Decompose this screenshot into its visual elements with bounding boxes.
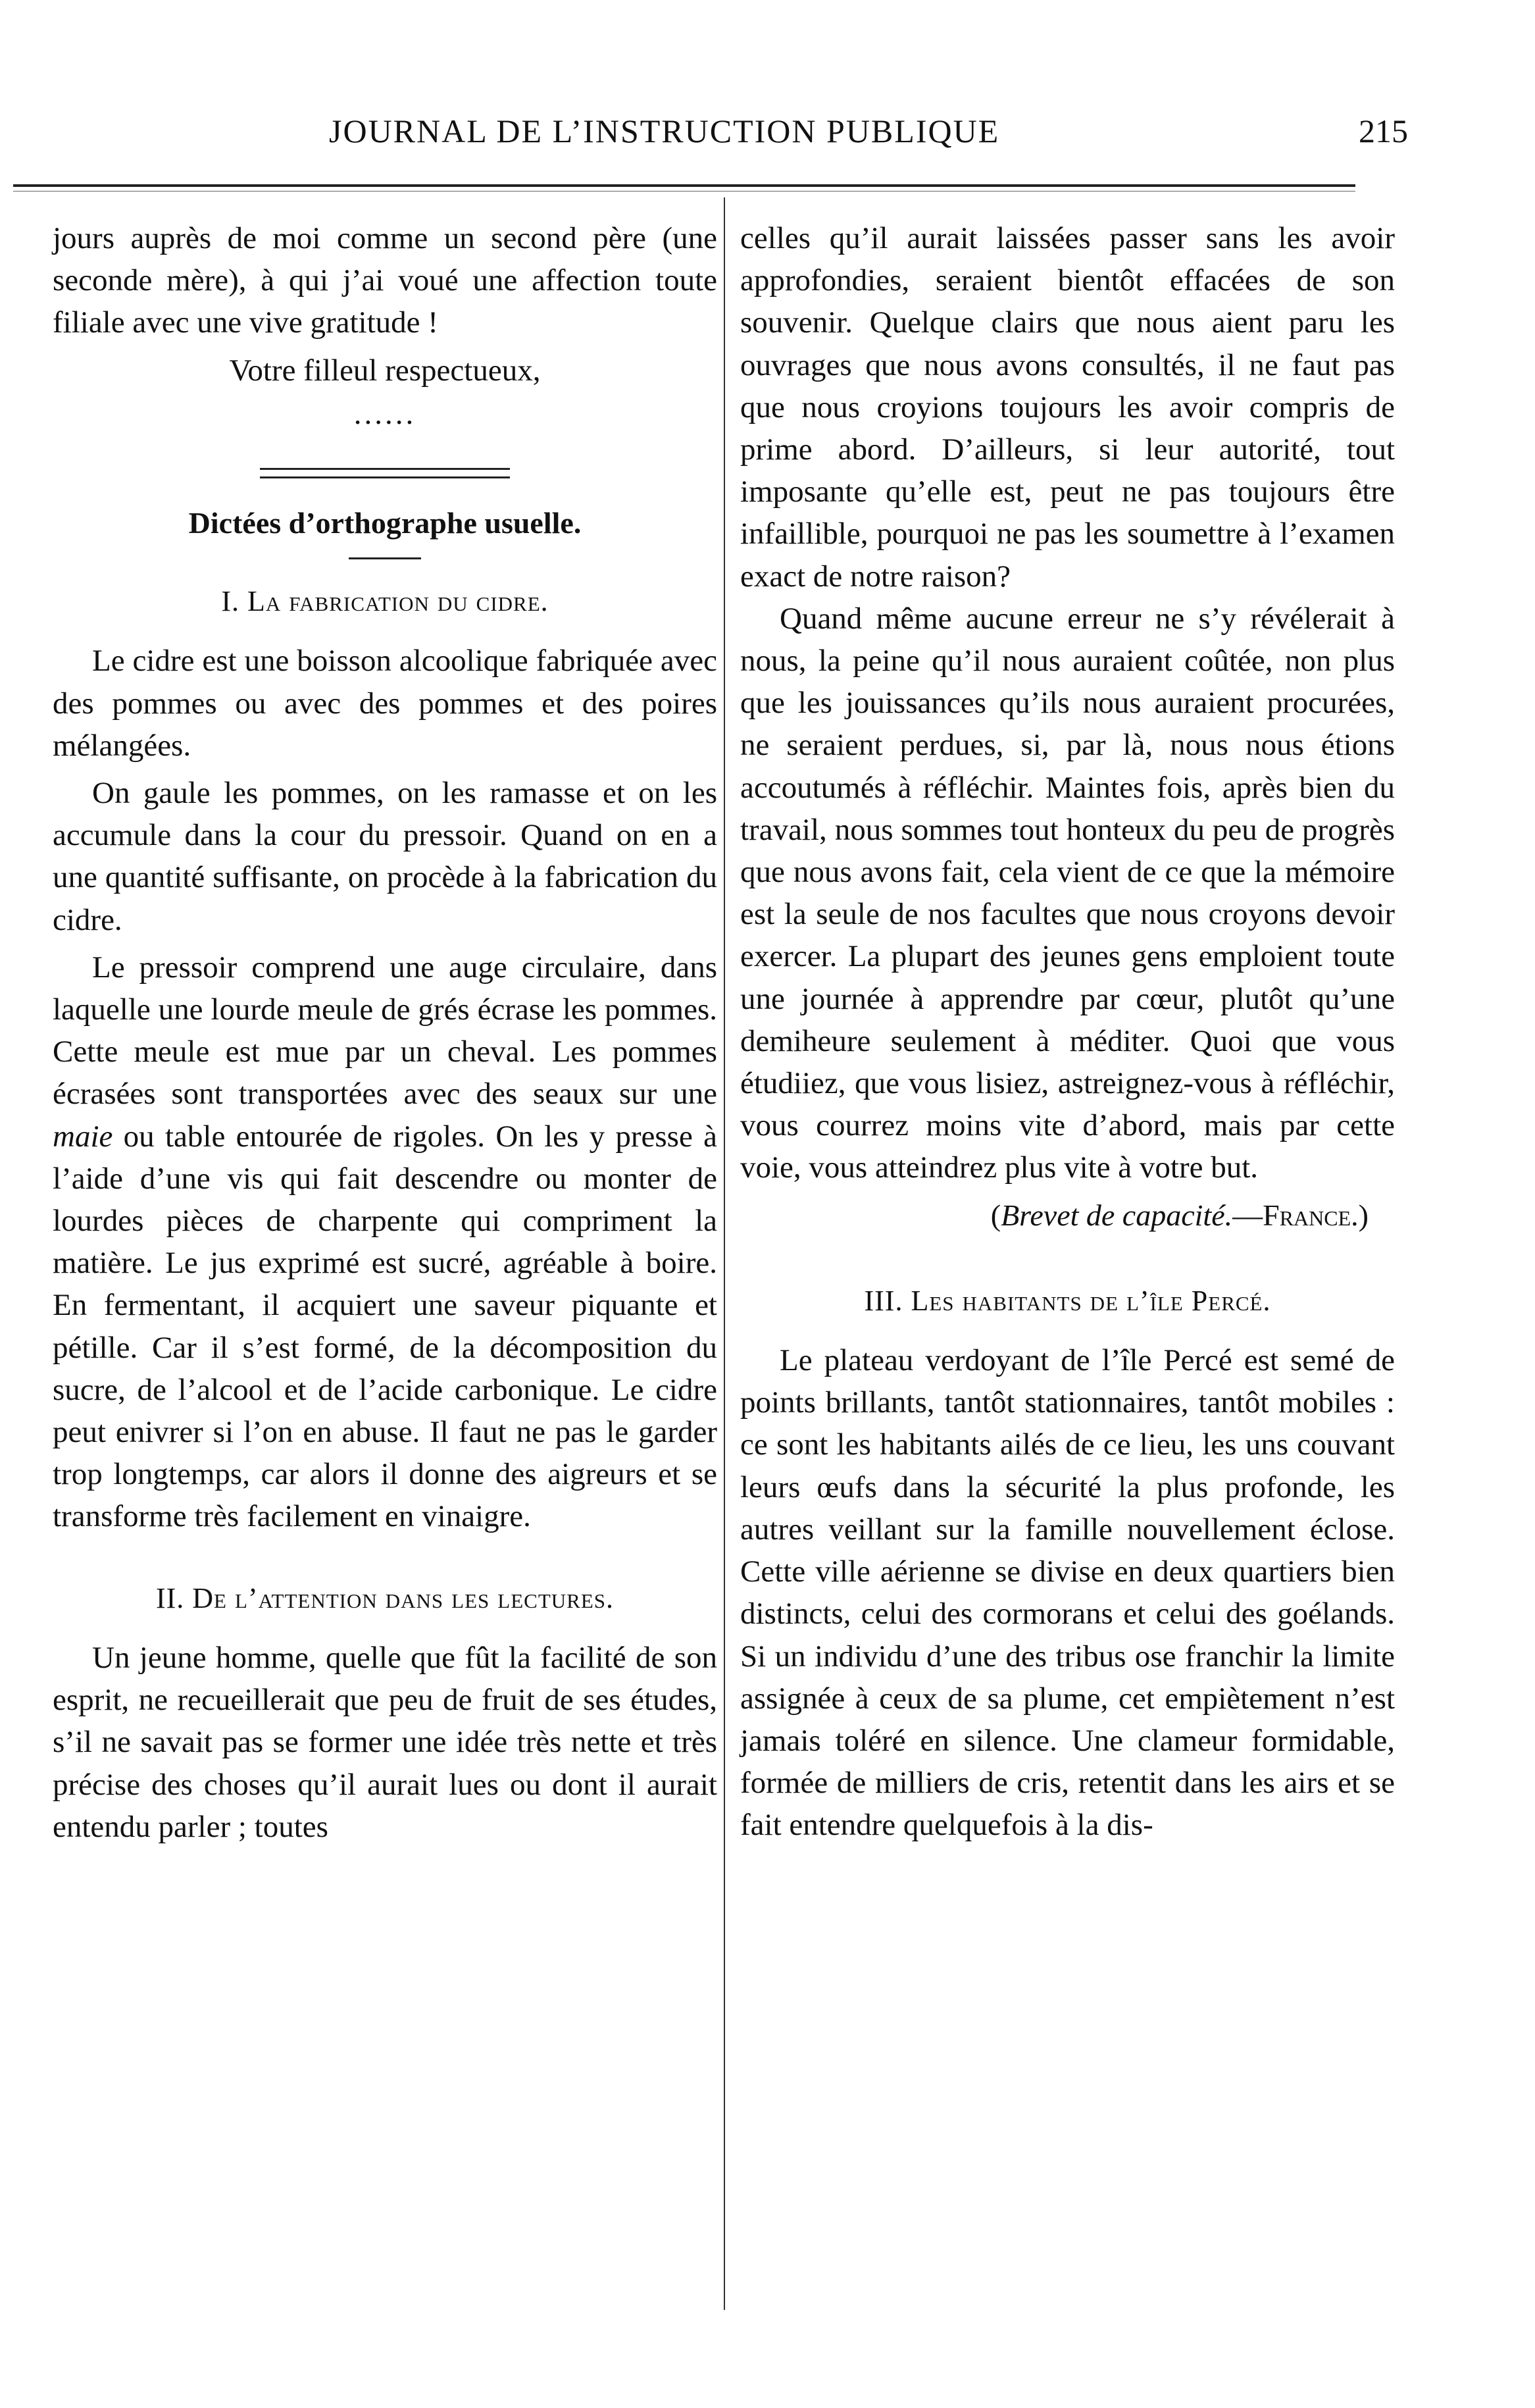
- letter-signature: Votre filleul respectueux,: [229, 353, 541, 388]
- spacer: [53, 1543, 717, 1563]
- dictation-3-title-text: Les habitants de l’île Percé.: [911, 1284, 1271, 1317]
- dictation-3-numeral: III.: [864, 1284, 903, 1317]
- paragraph-text: Le pressoir comprend une auge circulaire, dans laquelle une lourde meule de grés écrase les pommes. Cette meule est mue par un cheval. Les pommes écrasées sont transportées avec des seaux sur une: [53, 950, 717, 1112]
- dictation-1-paragraph: On gaule les pommes, on les ramasse et on les accumule dans la cour du pressoir. Quand on en a une quantité suffisante, on procède à la fabrication du cidre.: [53, 776, 717, 937]
- column-divider: [724, 197, 725, 2310]
- letter-closing-paragraph: jours auprès de moi comme un second père (une seconde mère), à qui j’ai voué une affection toute filiale avec une vive gratitude !: [53, 221, 717, 340]
- page-header: [53, 99, 1408, 171]
- spacer: [740, 1237, 1395, 1266]
- header-rule: [13, 184, 1355, 187]
- dictation-2-continued-paragraph: celles qu’il aurait laissées passer sans les avoir approfondies, seraient bientôt effacées de son souvenir. Quelque clairs que nous aient paru les ouvrages que nous avons consultés, il ne faut pas que nous croyions toujours les avoir compris de prime abord. D’ailleurs, si leur autorité, tout imposante qu’elle est, peut ne pas toujours être infaillible, pourquoi ne pas les soumettre à l’examen exact de notre raison?: [740, 221, 1395, 594]
- dictation-1-paragraph: Le cidre est une boisson alcoolique fabriquée avec des pommes ou avec des pommes et des poires mélangées.: [53, 644, 717, 763]
- paragraph-text: ou table entourée de rigoles. On les y presse à l’aide d’une vis qui fait descendre ou monter de lourdes pièces de charpente qui compriment la matière. Le jus exprimé est sucré, agréable à boire. En fermentant, il acquiert une saveur piquante et pétille. Car il s’est formé, de la décomposition du sucre, de l’alcool et de l’acide carbonique. Le cidre peut enivrer si l’on en abuse. Il faut ne pas le garder trop longtemps, car alors il donne des aigreurs et se transforme très facilement en vinaigre.: [53, 1119, 717, 1534]
- dictation-2-paragraph: Un jeune homme, quelle que fût la facilité de son esprit, ne recueillerait que peu de fruit de ses études, s’il ne savait pas se former une idée très nette et très précise des choses qu’il aurait lues ou dont il aurait entendu parler ; toutes: [53, 1640, 717, 1844]
- page-number: 215: [1359, 113, 1408, 149]
- signature-dots: ......: [353, 396, 416, 431]
- dictation-2-numeral: II.: [155, 1581, 185, 1614]
- title-rule: [349, 557, 421, 559]
- dictation-3-paragraph: Le plateau verdoyant de l’île Percé est semé de points brillants, tantôt stationnaires, tantôt mobiles : ce sont les habitants ailés de ce lieu, les uns couvant leurs œufs dans la sécurité la plus profonde, les autres veillant sur la famille nouvellement éclose. Cette ville aérienne se divise en deux quartiers bien distincts, celui des cormorans et celui des goélands. Si un individu d’une des tribus ose franchir la limite assignée à ceux de sa plume, cet empiètement n’est jamais toléré en silence. Une clameur formidable, formée de milliers de cris, retentit dans les airs et se fait entendre quelquefois à la dis-: [740, 1343, 1395, 1843]
- dictation-1-title: [53, 580, 717, 623]
- source-attribution: (Brevet de capacité.—France.): [990, 1198, 1369, 1232]
- section-title: Dictées d’orthographe usuelle.: [188, 506, 582, 540]
- dictation-2-paragraph: Quand même aucune erreur ne s’y révélerait à nous, la peine qu’il nous auraient coûtée, non plus que les jouissances qu’ils nous auraient procurées, ne seraient perdues, si, par là, nous nous étions accoutumés à réfléchir. Maintes fois, après bien du travail, nous sommes tout honteux du peu de progrès que nous avons fait, cela vient de ce que la mémoire est la seule de nos facultes que nous croyons devoir exercer. La plupart des jeunes gens emploient toute une journée à apprendre par cœur, plutôt qu’une demiheure seulement à méditer. Quoi que vous étudiiez, que vous lisiez, astreignez-vous à réfléchir, vous courrez moins vite d’abord, mais par cette voie, vous atteindrez plus vite à votre but.: [740, 601, 1395, 1185]
- dictation-1-paragraph: [53, 946, 717, 1538]
- section-divider: [260, 468, 510, 478]
- header-rule-thin: [13, 191, 1355, 192]
- dictation-1-title-text: La fabrication du cidre.: [247, 585, 549, 618]
- dictation-2-title-text: De l’attention dans les lectures.: [192, 1581, 615, 1614]
- attribution-country: —France.: [1232, 1198, 1359, 1232]
- dictation-1-numeral: I.: [221, 585, 239, 618]
- left-column: [53, 217, 717, 1853]
- attribution-source: Brevet de capacité.: [1001, 1198, 1233, 1232]
- right-column: [740, 217, 1395, 1852]
- running-title: JOURNAL DE L’INSTRUCTION PUBLIQUE: [329, 113, 1000, 149]
- dictation-3-title: [740, 1280, 1395, 1322]
- italic-term: maie: [53, 1119, 113, 1154]
- dictation-2-title: [53, 1577, 717, 1620]
